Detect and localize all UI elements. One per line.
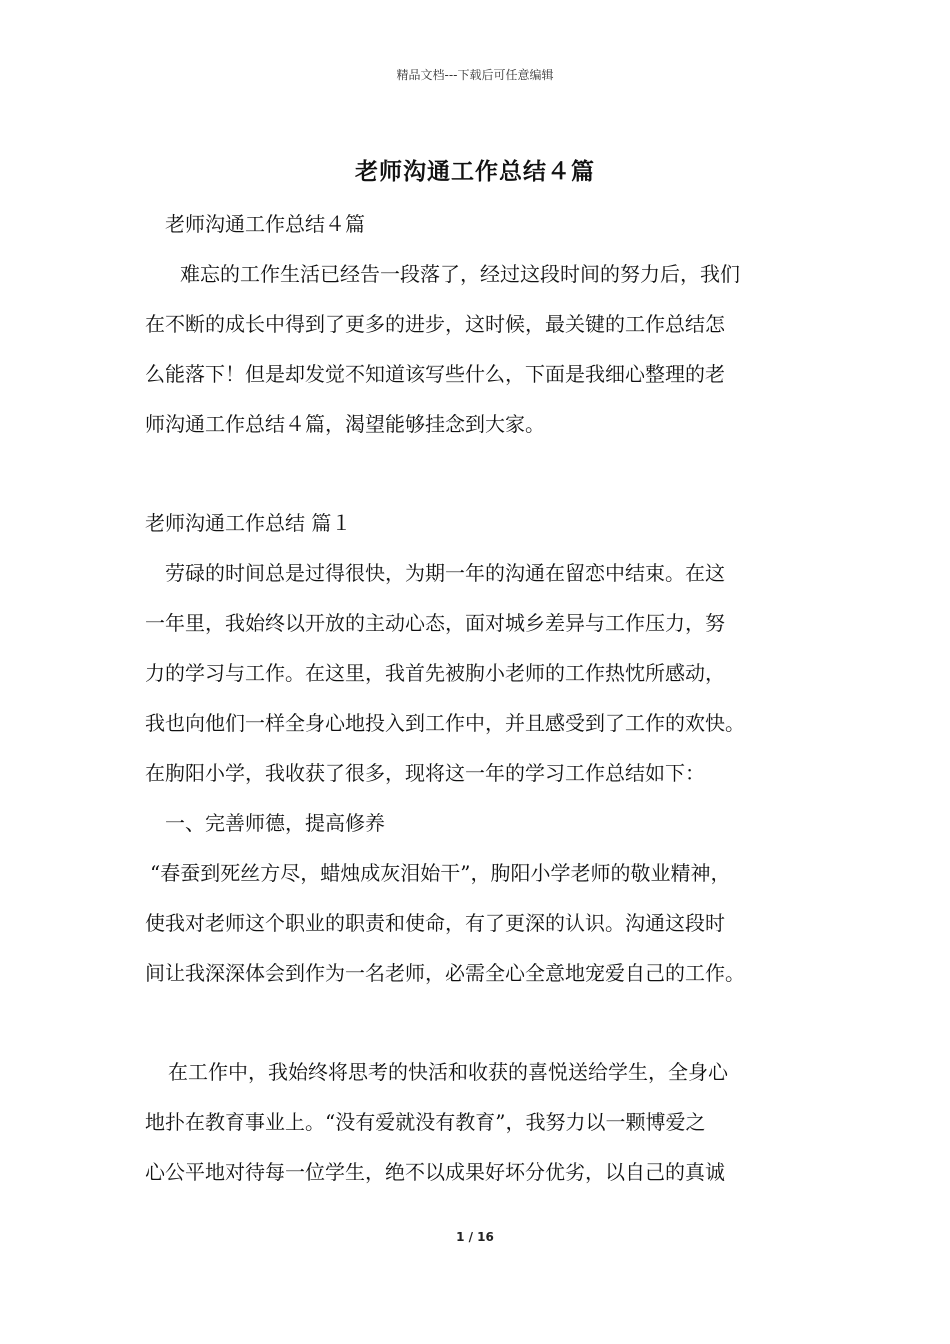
body-line-1: 劳碌的时间总是过得很快，为期一年的沟通在留恋中结束。在这 bbox=[165, 561, 725, 585]
body-line-8: 间让我深深体会到作为一名老师，必需全心全意地宠爱自己的工作。 bbox=[145, 961, 745, 985]
intro-line-3: 么能落下！但是却发觉不知道该写些什么，下面是我细心整理的老 bbox=[145, 362, 725, 386]
header-note: 精品文档---下载后可任意编辑 bbox=[396, 68, 554, 82]
intro-line-2: 在不断的成长中得到了更多的进步，这时候，最关键的工作总结怎 bbox=[145, 312, 725, 336]
body-line-3: 力的学习与工作。在这里，我首先被朐小老师的工作热忱所感动， bbox=[145, 661, 725, 685]
body-line-9: 在工作中，我始终将思考的快活和收获的喜悦送给学生，全身心 bbox=[168, 1060, 728, 1084]
document-title: 老师沟通工作总结４篇 bbox=[355, 159, 595, 185]
body-line-7: 使我对老师这个职业的职责和使命，有了更深的认识。沟通这段时 bbox=[145, 911, 725, 935]
body-line-11: 心公平地对待每一位学生，绝不以成果好坏分优劣，以自己的真诚 bbox=[145, 1160, 725, 1184]
body-line-2: 一年里，我始终以开放的主动心态，面对城乡差异与工作压力，努 bbox=[145, 611, 725, 635]
intro-line-1: 难忘的工作生活已经告一段落了，经过这段时间的努力后，我们 bbox=[180, 262, 740, 286]
subheading-virtue: 一、完善师德，提高修养 bbox=[165, 811, 385, 835]
page-indicator: 1 / 16 bbox=[456, 1230, 494, 1244]
subtitle-line: 老师沟通工作总结４篇 bbox=[165, 212, 365, 236]
section-heading: 老师沟通工作总结 篇１ bbox=[145, 511, 352, 535]
body-line-4: 我也向他们一样全身心地投入到工作中，并且感受到了工作的欢快。 bbox=[145, 711, 745, 735]
intro-line-4: 师沟通工作总结４篇，渴望能够挂念到大家。 bbox=[145, 412, 545, 436]
body-line-6: “春蚕到死丝方尽，蜡烛成灰泪始干”，朐阳小学老师的敬业精神， bbox=[150, 861, 731, 885]
body-line-10: 地扑在教育事业上。“没有爱就没有教育”，我努力以一颗博爱之 bbox=[145, 1110, 706, 1134]
body-line-5: 在朐阳小学，我收获了很多，现将这一年的学习工作总结如下： bbox=[145, 761, 705, 785]
